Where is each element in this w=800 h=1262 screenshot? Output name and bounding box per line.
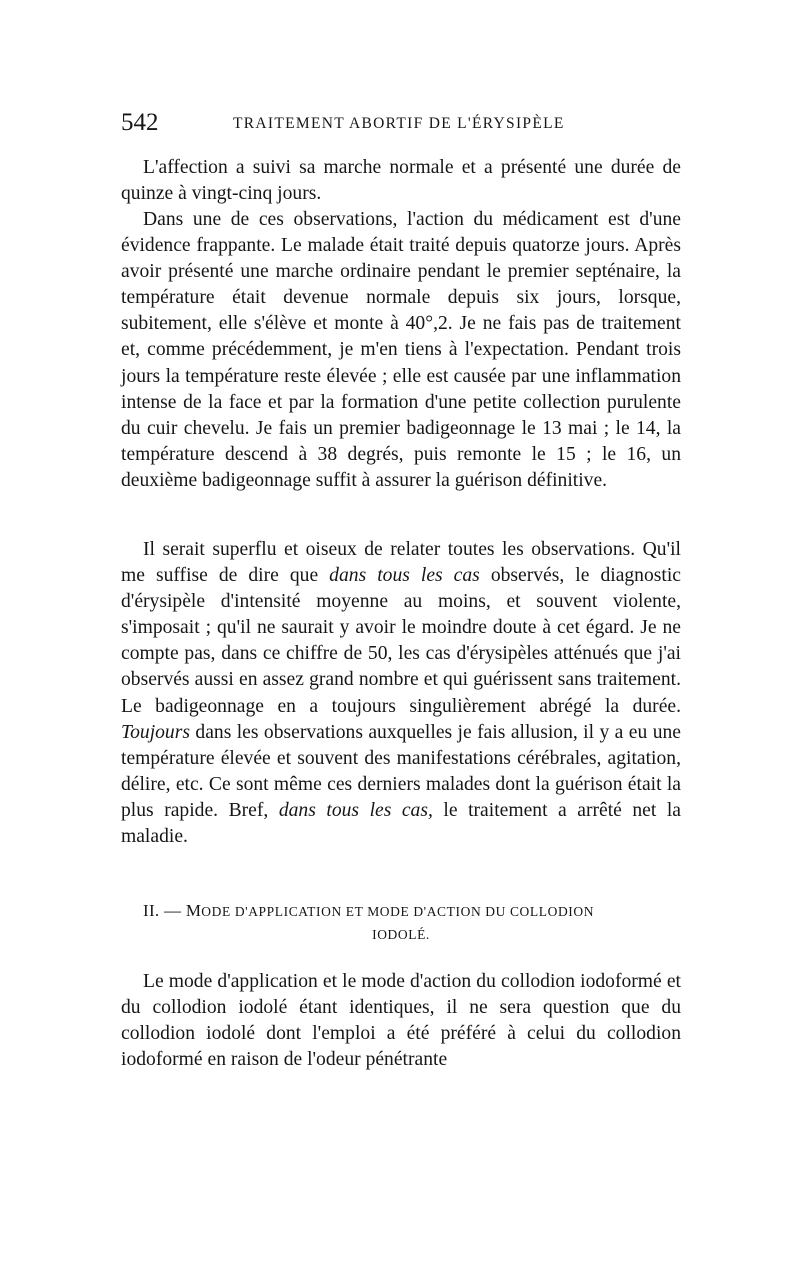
section-title-initial: M (185, 901, 202, 920)
paragraph-superflu (121, 537, 681, 850)
paragraph-text: Il serait superflu et oiseux de relater toutes les observations. Qu'il me suffise de dire que (121, 539, 681, 587)
emphasis-text: dans tous les cas, (278, 799, 433, 821)
page-header (121, 108, 681, 138)
section-title-continuation: IODOLÉ. (372, 927, 430, 942)
paragraph-mode-application: Le mode d'application et le mode d'action du collodion iodoformé et du collodion iodolé étant identiques, il ne sera question que du collodion iodolé dont l'emploi a été préféré à celui du collodion iodoformé en raison de l'odeur pénétrante (121, 971, 681, 1071)
paragraph-text: observés, le diagnostic d'érysipèle d'intensité moyenne au moins, et souvent violente, s'imposait ; qu'il ne saurait y avoir le moindre doute à cet égard. Je ne compte pas, dans ce chiffre de 50, les cas d'érysipèles atténués que j'ai observés aussi en assez grand nombre et qui guérissent sans traitement. Le badigeonnage en a toujours singulièrement abrégé la durée. (121, 565, 681, 717)
section-number: II. — (143, 901, 186, 920)
running-title: TRAITEMENT ABORTIF DE L'ÉRYSIPÈLE (233, 115, 565, 132)
section-heading (121, 899, 681, 946)
emphasis-text: Toujours (121, 721, 190, 743)
section-title-text: ODE D'APPLICATION ET MODE D'ACTION DU COLLODION (201, 904, 595, 919)
paragraph-affection: L'affection a suivi sa marche normale et a présenté une durée de quinze à vingt-cinq jours. (121, 157, 681, 205)
paragraph-text: dans les observations auxquelles je fais allusion, il y a eu une température élevée et souvent des manifestations cérébrales, agitation, délire, etc. Ce sont même ces derniers malades dont la guérison était la plus rapide. Bref, (121, 721, 681, 821)
paragraph-text: le traitement a arrêté net la maladie. (121, 799, 681, 848)
page-number: 542 (121, 109, 159, 136)
section-heading-line (121, 899, 681, 924)
paragraph-observation: Dans une de ces observations, l'action du médicament est d'une évidence frappante. Le malade était traité depuis quatorze jours. Après avoir présenté une marche ordinaire pendant le premier septénaire, la température était devenue normale depuis six jours, lorsque, subitement, elle s'élève et monte à 40°,2. Je ne fais pas de traitement et, comme précédemment, je m'en tiens à l'expectation. Pendant trois jours la température reste élevée ; elle est causée par une inflammation intense de la face et par la formation d'une petite collection purulente du cuir chevelu. Je fais un premier badigeonnage le 13 mai ; le 14, la température descend à 38 degrés, puis remonte le 15 ; le 16, un deuxième badigeonnage suffit à assurer la guérison définitive. (121, 209, 681, 491)
emphasis-text: dans tous les cas (329, 565, 480, 587)
